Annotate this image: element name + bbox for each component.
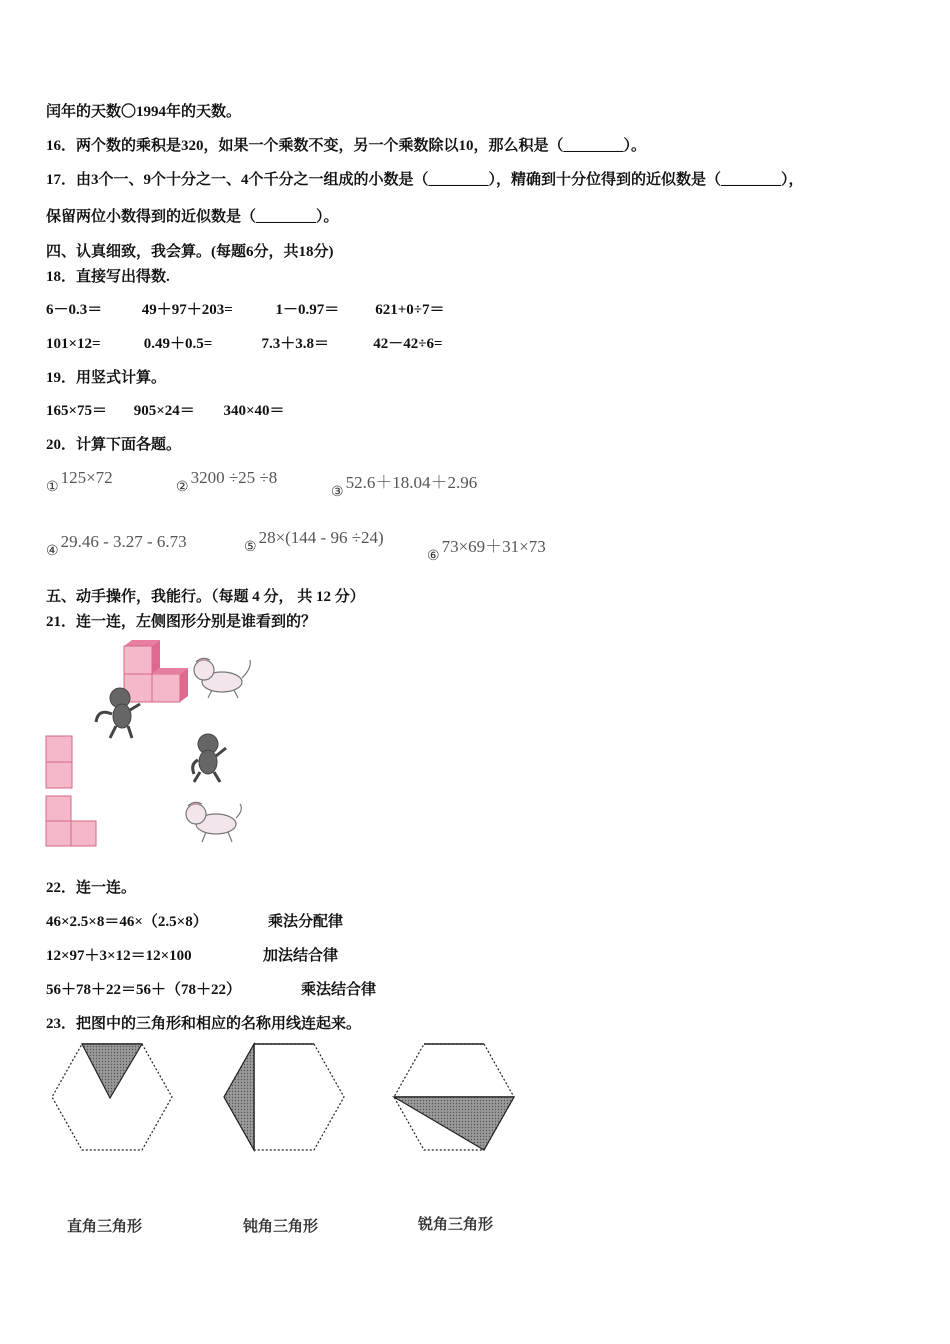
item-number: ①	[46, 480, 59, 495]
q22-law: 加法结合律	[263, 948, 339, 964]
question-22: 22．连一连。	[46, 880, 137, 896]
q20-item-2	[176, 468, 278, 495]
item-number: ②	[176, 480, 189, 495]
q22-equation: 12×97＋3×12＝12×100	[46, 948, 192, 964]
question-20: 20．计算下面各题。	[46, 437, 182, 453]
item-expression: 73×69＋31×73	[441, 537, 546, 556]
question-23: 23．把图中的三角形和相应的名称用线连起来。	[46, 1016, 362, 1032]
label-obtuse-triangle: 钝角三角形	[243, 1217, 319, 1235]
q23-hexagons	[50, 1042, 520, 1157]
q18-expr: 1－0.97＝	[275, 302, 340, 318]
question-17-part1: 17．由3个一、9个十分之一、4个千分之一组成的小数是（________），精确到十分位得到的近似数是（________），	[46, 172, 804, 188]
label-acute-triangle: 锐角三角形	[418, 1215, 494, 1233]
q21-illustration	[40, 638, 270, 858]
q18-expr: 0.49＋0.5=	[143, 336, 213, 352]
hexagon-obtuse-triangle-diagram	[224, 1044, 344, 1150]
cube-stack-icon	[124, 640, 188, 702]
q22-row-2	[46, 946, 338, 966]
q22-row-3	[46, 980, 376, 1000]
q22-equation: 56＋78＋22＝56＋（78＋22）	[46, 982, 242, 998]
hexagon-acute-triangle-diagram	[394, 1044, 514, 1150]
q22-law: 乘法结合律	[301, 982, 377, 998]
q20-item-1	[46, 468, 113, 495]
question-16: 16．两个数的乘积是320，如果一个乘数不变，另一个乘数除以10，那么积是（________）。	[46, 138, 647, 154]
dog-icon	[194, 658, 250, 698]
q20-item-3	[331, 468, 478, 500]
question-21: 21．连一连，左侧图形分别是谁看到的？	[46, 614, 317, 630]
label-right-triangle: 直角三角形	[67, 1217, 143, 1235]
leap-year-line: 闰年的天数〇1994年的天数。	[46, 104, 242, 120]
q20-item-6	[427, 532, 546, 564]
question-19: 19．用竖式计算。	[46, 370, 167, 386]
q22-law: 乘法分配律	[268, 914, 344, 930]
item-number: ③	[331, 485, 344, 500]
q22-equation: 46×2.5×8＝46×（2.5×8）	[46, 914, 208, 930]
hexagon-right-triangle-diagram	[52, 1044, 172, 1150]
q18-row-2	[46, 334, 443, 354]
q18-expr: 49＋97＋203=	[141, 302, 233, 318]
section-5-heading: 五、动手操作，我能行。（每题 4 分， 共 12 分）	[46, 589, 365, 605]
monkey-icon	[193, 734, 226, 782]
q22-row-1	[46, 912, 343, 932]
item-expression: 52.6＋18.04＋2.96	[345, 473, 478, 492]
question-17-part2: 保留两位小数得到的近似数是（________）。	[46, 209, 339, 225]
q19-row	[46, 401, 285, 421]
item-expression: 125×72	[60, 468, 113, 487]
q18-expr: 6－0.3＝	[46, 302, 103, 318]
dog-icon	[186, 802, 241, 842]
q18-expr: 42－42÷6=	[373, 336, 443, 352]
item-expression: 28×(144 - 96 ÷24)	[258, 528, 384, 547]
q19-expr: 340×40＝	[223, 403, 285, 419]
q18-expr: 7.3＋3.8＝	[261, 336, 330, 352]
q18-row-1	[46, 300, 445, 320]
q19-expr: 165×75＝	[46, 403, 108, 419]
q18-expr: 101×12=	[46, 336, 101, 352]
q20-item-5	[244, 528, 384, 555]
q20-item-4	[46, 532, 187, 559]
item-expression: 29.46 - 3.27 - 6.73	[60, 532, 187, 551]
q19-expr: 905×24＝	[133, 403, 195, 419]
view-l-shape	[46, 796, 96, 846]
view-two-stacked-squares	[46, 736, 72, 788]
item-expression: 3200 ÷25 ÷8	[190, 468, 278, 487]
question-18: 18．直接写出得数.	[46, 269, 170, 285]
section-4-heading: 四、认真细致，我会算。(每题6分，共18分)	[46, 244, 334, 260]
item-number: ④	[46, 544, 59, 559]
item-number: ⑤	[244, 540, 257, 555]
q18-expr: 621+0÷7＝	[375, 302, 445, 318]
item-number: ⑥	[427, 549, 440, 564]
